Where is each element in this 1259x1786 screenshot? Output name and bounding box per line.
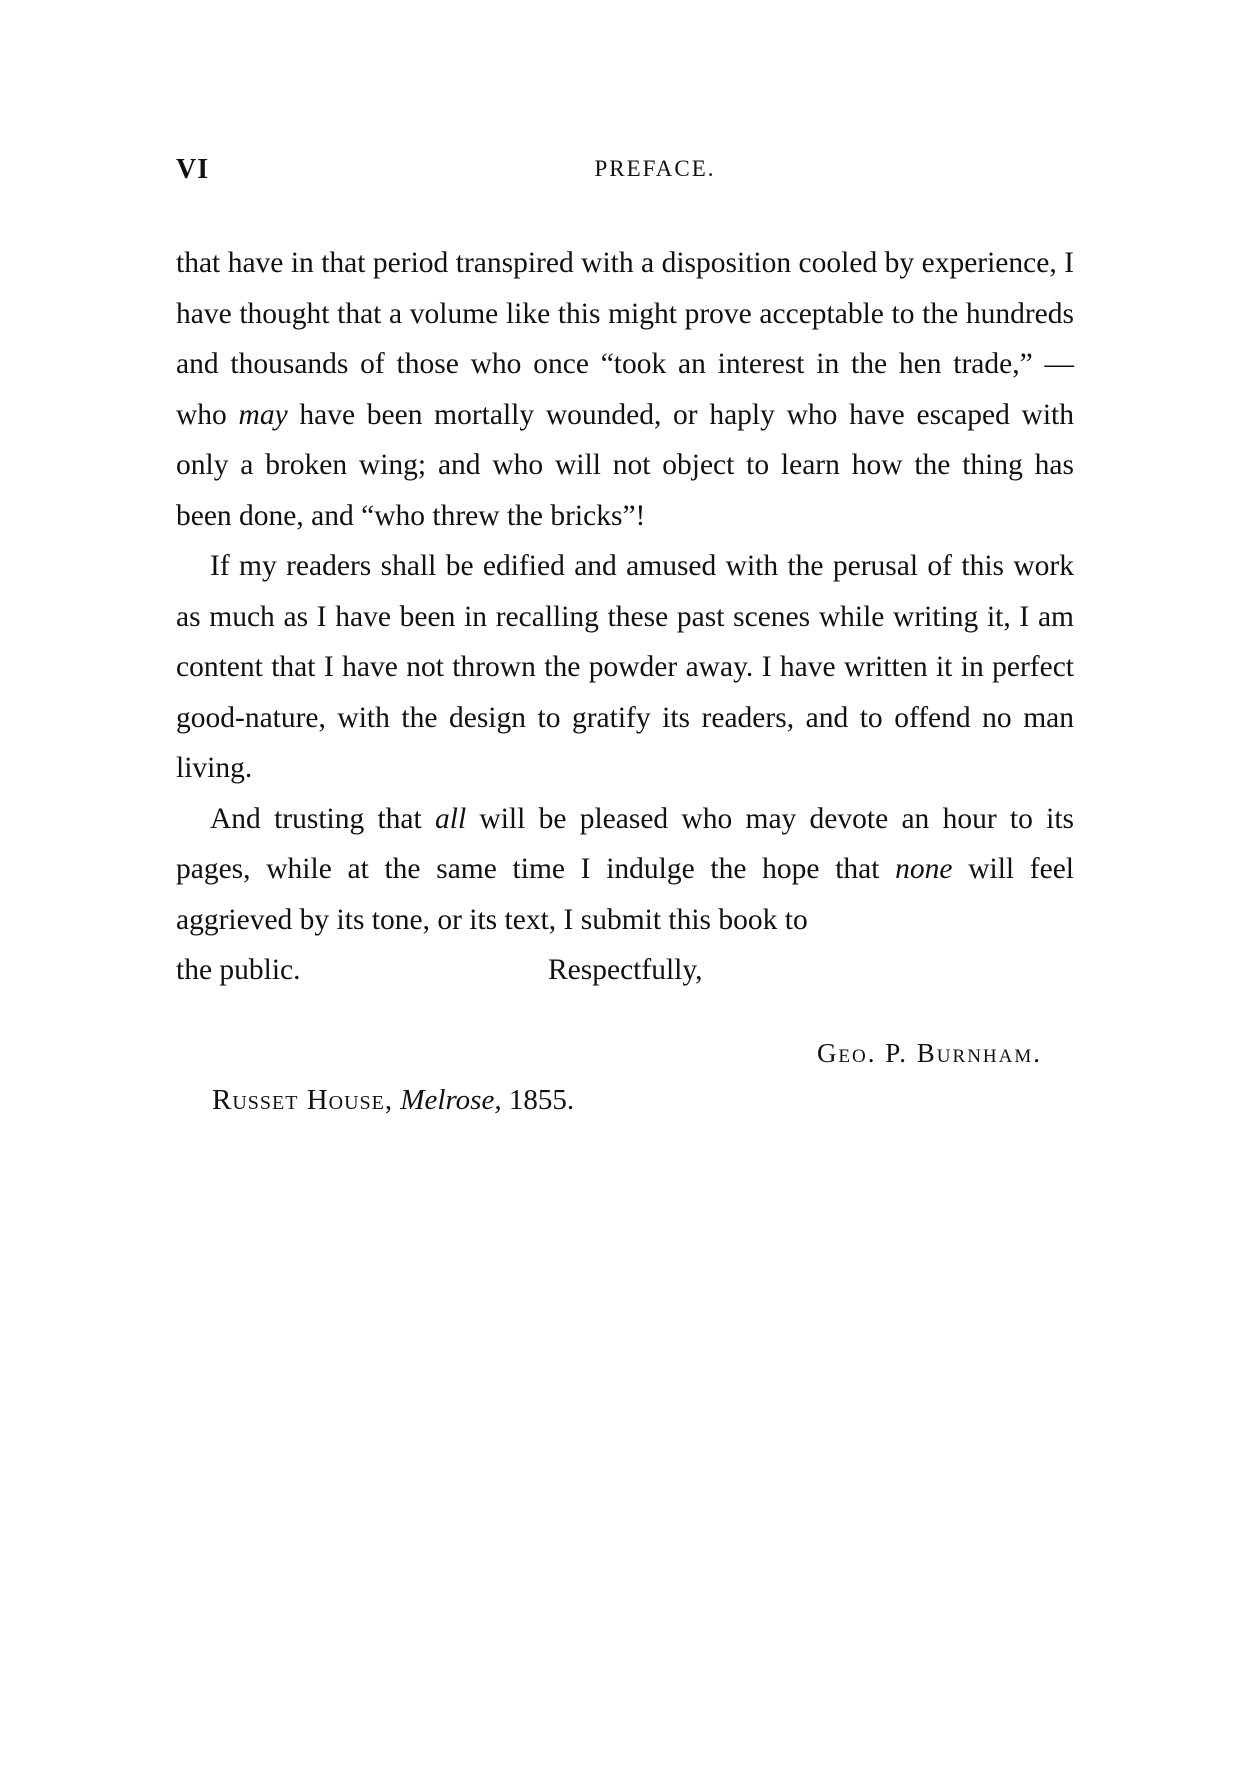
- paragraph-3-text-c: will feel aggrieved by its tone, or its text, I submit this book to: [176, 853, 1074, 936]
- emphasis-none: none: [895, 853, 953, 885]
- paragraph-3-text-a: And trusting that: [210, 802, 435, 835]
- paragraph-1-text-b: have been mortally wounded, or haply who have escaped with only a broken wing; and who will not object to learn how the thing has been done, and “who threw the bricks”!: [176, 398, 1074, 532]
- paragraph-2: If my readers shall be edified and amused with the perusal of this work as much as I have been in recalling these past scenes while writing it, I am content that I have not thrown the powder away. I have written it in perfect good-nature, with the design to gratify its readers, and to offend no man living.: [176, 550, 1074, 784]
- preface-body: [176, 238, 1074, 995]
- paragraph-3-last-line: the public.: [176, 954, 301, 986]
- emphasis-may: may: [238, 398, 288, 431]
- running-title: PREFACE.: [594, 156, 716, 181]
- complimentary-close: Respectfully,: [548, 954, 703, 986]
- place-and-date: [212, 1084, 574, 1117]
- running-head: [176, 154, 1074, 194]
- paragraph-1-text-a: that have in that period transpired with a disposition cooled by experience, I have thought that a volume like this might prove acceptable to the hundreds and thousands of those who once “took an interest in the hen trade,” — who: [176, 247, 1074, 431]
- paragraph-1: [176, 238, 1074, 541]
- signature-block: [176, 1038, 1074, 1148]
- town-name: Melrose,: [400, 1084, 502, 1116]
- closing-row: [176, 945, 1074, 995]
- author-signature: Geo. P. Burnham.: [816, 1038, 1042, 1068]
- year: 1855.: [508, 1084, 575, 1116]
- paragraph-3-text-b: will be pleased who may devote an hour to its pages, while at the same time I indulge the hope that: [176, 802, 1075, 885]
- page-number: VI: [176, 154, 210, 185]
- emphasis-all: all: [435, 802, 467, 835]
- paragraph-3: [176, 794, 1074, 946]
- place-name: Russet House,: [212, 1084, 394, 1116]
